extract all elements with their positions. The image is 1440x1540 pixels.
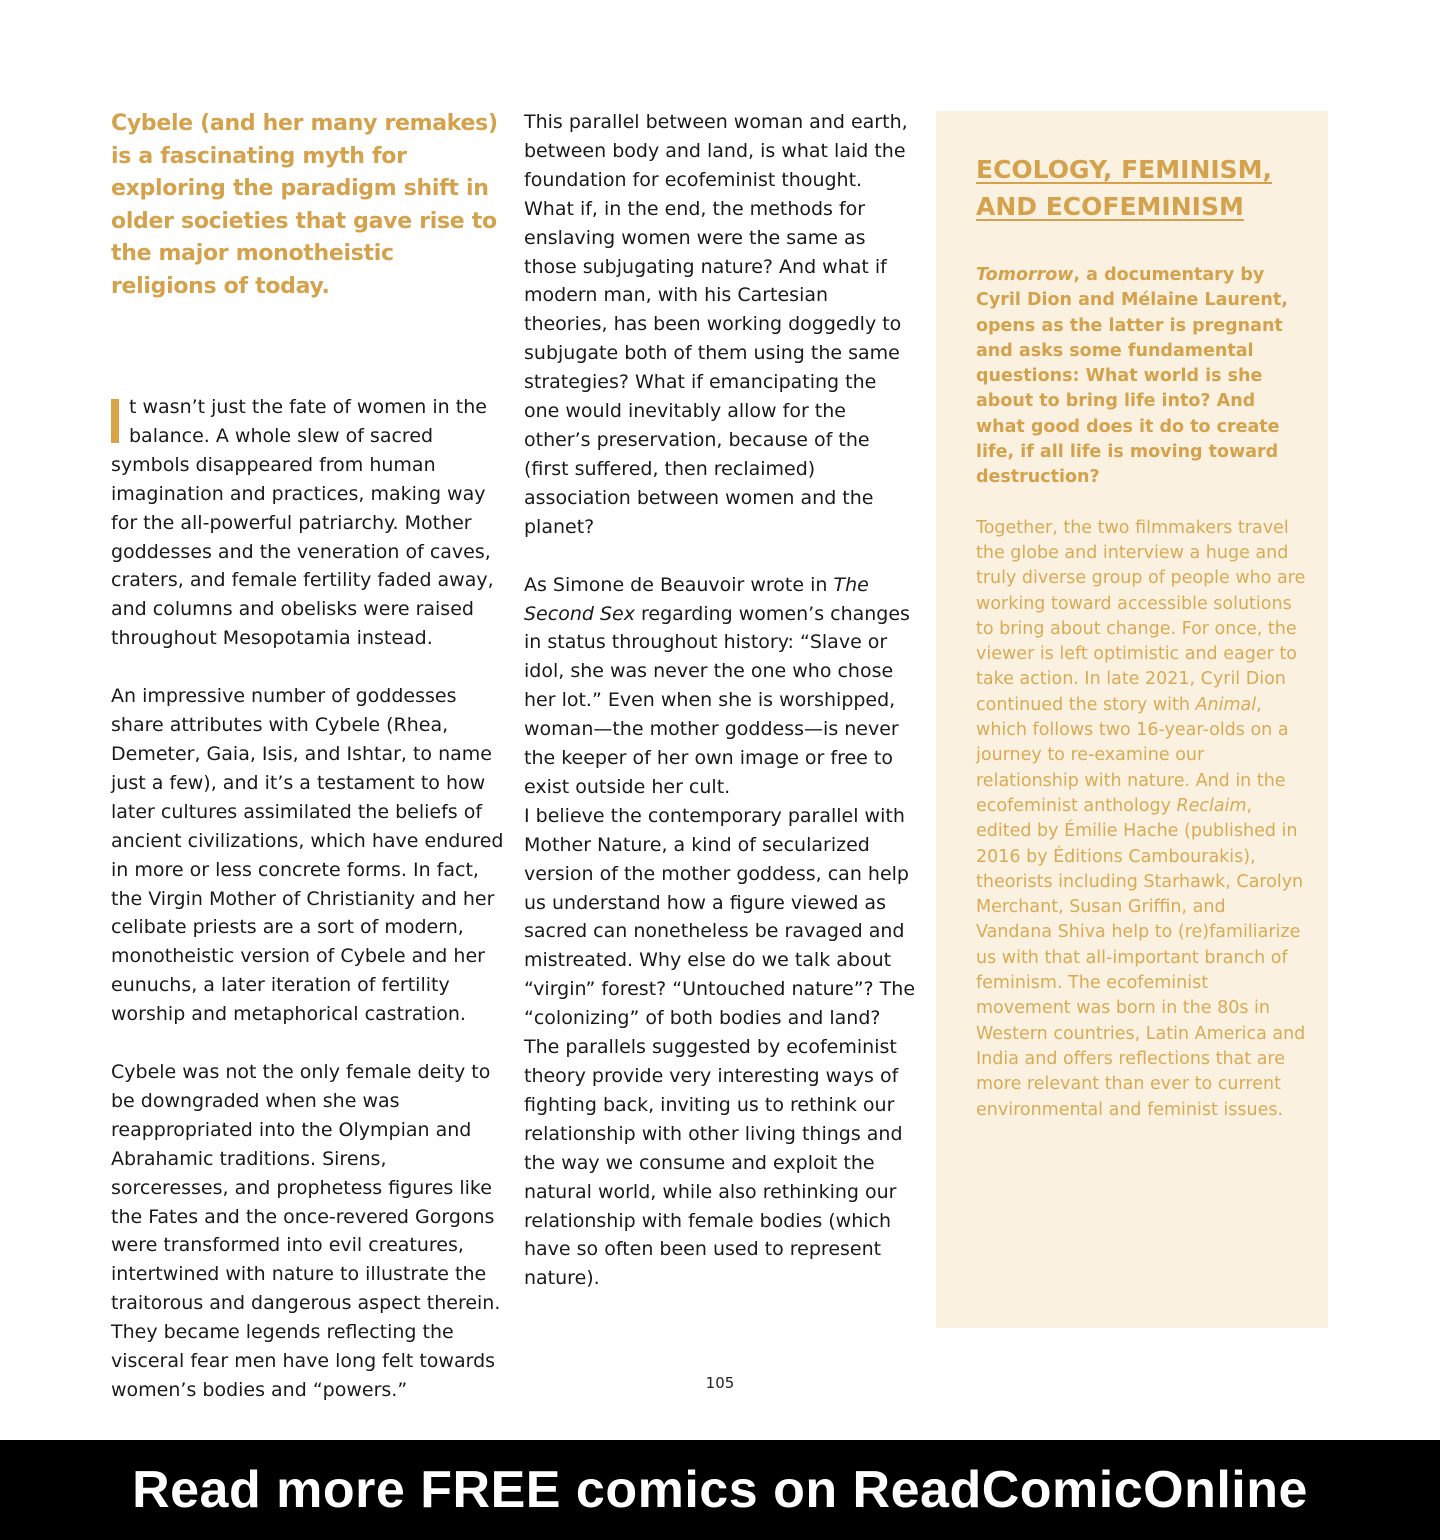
sidebar-body xyxy=(976,516,1306,1123)
sidebar-lead-text: , a documentary by Cyril Dion and Mélaine Laurent, opens as the latter is pregnant and asks some fundamental questions: What world is she about to bring life into? And what good does it do to create life, if all life is moving toward destruction? xyxy=(976,265,1288,488)
sidebar-body-part2: , which follows two 16-year-olds on a journey to re-examine our relationship with nature. And in the ecofeminist anthology xyxy=(976,694,1289,816)
opening-paragraph-text: t wasn’t just the fate of women in the balance. A whole slew of sacred symbols disappeared from human imagination and practices, making way for the all-powerful patriarchy. Mother goddesses and the veneration of caves, craters, and female fertility faded away, and columns and obelisks were raised throughout Mesopotamia instead. xyxy=(111,396,494,650)
film-title-tomorrow: Tomorrow xyxy=(976,265,1074,285)
promo-banner[interactable] xyxy=(0,1440,1440,1540)
sidebar-title-line2: AND ECOFEMINISM xyxy=(976,192,1244,221)
paragraph-mother-nature: I believe the contemporary parallel with Mother Nature, a kind of secularized version of the mother goddess, can help us understand how a figure viewed as sacred can nonetheless be ravaged and mistreated. Why else do we talk about “virgin” forest? “Untouched nature”? The “colonizing” of both bodies and land? The parallels suggested by ecofeminist theory provide very interesting ways of fighting back, inviting us to rethink our relationship with other living things and the way we consume and exploit the natural world, while also rethinking our relationship with female bodies (which have so often been used to represent nature). xyxy=(524,804,916,1290)
sidebar-lead xyxy=(976,263,1306,491)
book-title-reclaim: Reclaim xyxy=(1176,795,1247,816)
sidebar-title xyxy=(976,151,1306,225)
drop-cap xyxy=(111,399,119,443)
left-column xyxy=(111,108,506,1405)
paragraph-deities: Cybele was not the only female deity to be downgraded when she was reappropriated into the Olympian and Abrahamic traditions. Sirens, sorceresses, and prophetess figures like the Fates and the once-revered Gorgons were transformed into evil creatures, intertwined with nature to illustrate the traitorous and dangerous aspect therein. They became legends reflecting the visceral fear men have long felt towards women’s bodies and “powers.” xyxy=(111,1061,501,1401)
promo-banner-text[interactable]: Read more FREE comics on ReadComicOnline xyxy=(132,1461,1308,1519)
pull-quote: Cybele (and her many remakes) is a fascinating myth for exploring the paradigm shift in older societies that gave rise to the major monotheistic religions of today. xyxy=(111,111,498,299)
film-title-animal: Animal xyxy=(1195,694,1257,715)
sidebar-box xyxy=(936,111,1328,1328)
book-title-second-sex: The Second Sex xyxy=(524,573,869,625)
sidebar-content xyxy=(976,151,1306,1123)
sidebar-body-part3: , edited by Émilie Hache (published in 2016 by Éditions Cambourakis), theorists including Starhawk, Carolyn Merchant, Susan Griffin, and Vandana Shiva help to (re)familiarize us with that all-important branch of feminism. The ecofeminist movement was born in the 80s in Western countries, Latin America and India and offers reflections that are more relevant than ever to current environmental and feminist issues. xyxy=(976,795,1306,1120)
sidebar-title-line1: ECOLOGY, FEMINISM, xyxy=(976,155,1273,184)
paragraph-beauvoir xyxy=(524,571,916,1294)
opening-paragraph xyxy=(111,393,506,653)
middle-column xyxy=(524,108,916,1293)
beauvoir-rest: regarding women’s changes in status throughout history: “Slave or idol, she was never the one who chose her lot.” Even when she is worshipped, woman—the mother goddess—is never the keeper of her own image or free to exist outside her cult. xyxy=(524,602,910,798)
paragraph-goddesses: An impressive number of goddesses share attributes with Cybele (Rhea, Demeter, Gaia, Isis, and Ishtar, to name just a few), and it’s a testament to how later cultures assimilated the beliefs of ancient civilizations, which have endured in more or less concrete forms. In fact, the Virgin Mother of Christianity and her celibate priests are a sort of modern, monotheistic version of Cybele and her eunuchs, a later iteration of fertility worship and metaphorical castration. xyxy=(111,685,504,1026)
beauvoir-intro: As Simone de Beauvoir wrote in xyxy=(524,573,834,596)
sidebar-body-part1: Together, the two filmmakers travel the globe and interview a huge and truly diverse group of people who are working toward accessible solutions to bring about change. For once, the viewer is left optimistic and eager to take action. In late 2021, Cyril Dion continued the story with xyxy=(976,517,1306,715)
paragraph-parallel: This parallel between woman and earth, between body and land, is what laid the foundation for ecofeminist thought. What if, in the end, the methods for enslaving women were the same as those subjugating nature? And what if modern man, with his Cartesian theories, has been working doggedly to subjugate both of them using the same strategies? What if emancipating the one would inevitably allow for the other’s preservation, because of the (first suffered, then reclaimed) association between women and the planet? xyxy=(524,111,908,538)
page-number: 105 xyxy=(705,1374,735,1392)
